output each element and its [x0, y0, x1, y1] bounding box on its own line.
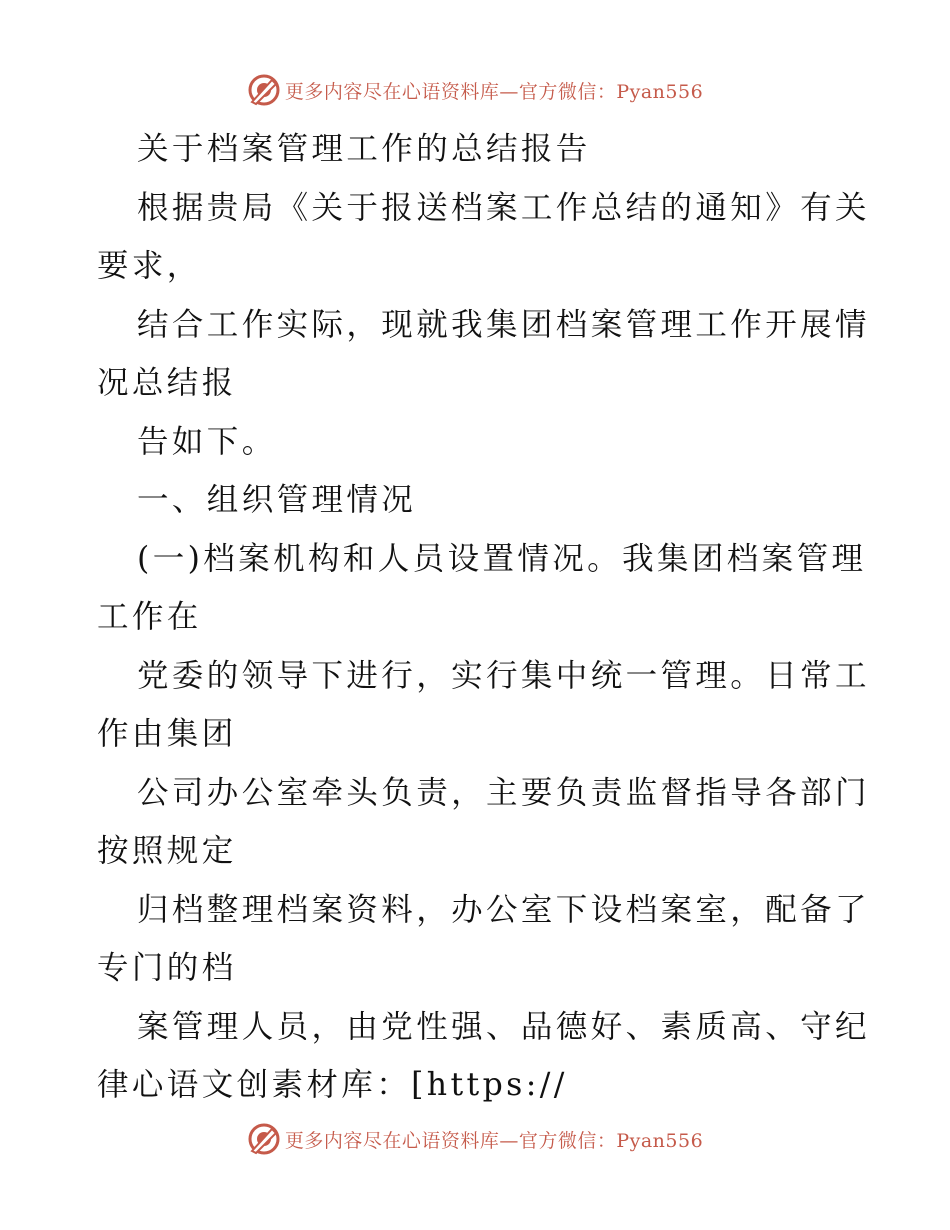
paragraph-line: 按照规定	[97, 833, 237, 869]
paragraph-line: 作由集团	[97, 716, 237, 752]
header-watermark-text: 更多内容尽在心语资料库—官方微信：Pyan556	[284, 80, 704, 103]
pen-logo-icon	[247, 73, 281, 107]
paragraph-line: 结合工作实际，现就我集团档案管理工作开展情	[137, 306, 870, 343]
paragraph-line: 专门的档	[97, 950, 237, 986]
paragraph-line: 公司办公室牵头负责，主要负责监督指导各部门	[137, 774, 870, 811]
paragraph-line: 况总结报	[97, 365, 237, 401]
paragraph-line: 律心语文创素材库：[https://	[97, 1067, 568, 1103]
paragraph-line: 案管理人员，由党性强、品德好、素质高、守纪	[137, 1008, 870, 1045]
paragraph-line: (一)档案机构和人员设置情况。我集团档案管理	[137, 540, 867, 577]
paragraph-line: 根据贵局《关于报送档案工作总结的通知》有关	[137, 189, 870, 226]
paragraph-line: 告如下。	[137, 423, 277, 460]
paragraph-line: 工作在	[97, 599, 202, 635]
paragraph-line: 党委的领导下进行，实行集中统一管理。日常工	[137, 657, 870, 694]
footer-watermark	[0, 1119, 950, 1159]
header-watermark	[0, 70, 950, 110]
document-body	[97, 120, 870, 1115]
paragraph-line: 归档整理档案资料，办公室下设档案室，配备了	[137, 891, 870, 928]
section-heading: 一、组织管理情况	[137, 482, 417, 518]
document-title: 关于档案管理工作的总结报告	[137, 131, 591, 167]
pen-logo-icon	[247, 1122, 281, 1156]
footer-watermark-text: 更多内容尽在心语资料库—官方微信：Pyan556	[284, 1129, 704, 1152]
paragraph-line: 要求，	[97, 248, 202, 284]
